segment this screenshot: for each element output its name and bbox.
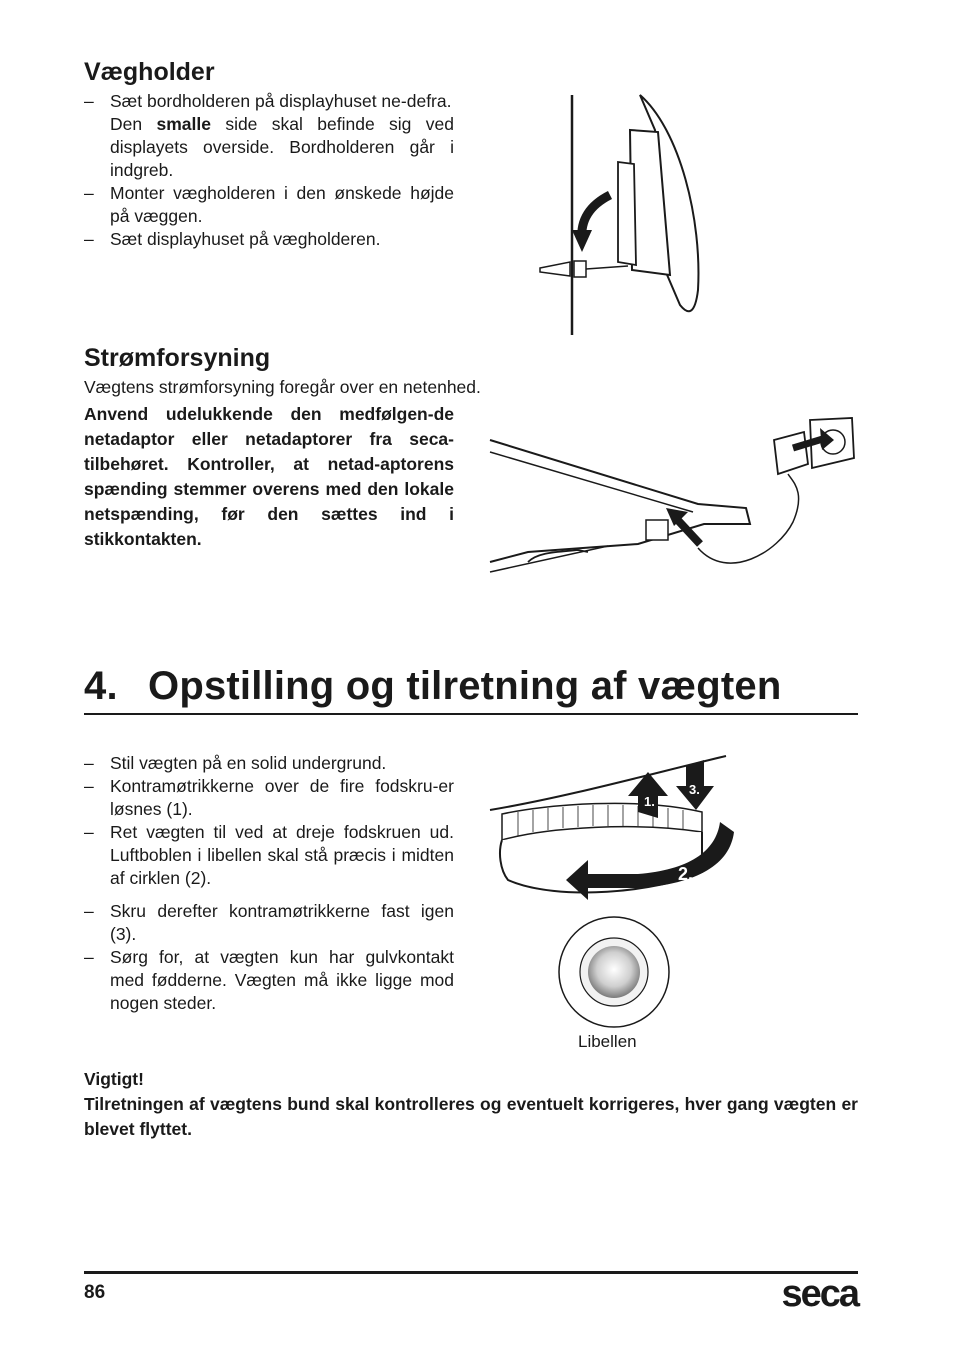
list-item [84,752,454,775]
emphasis-text: smalle [156,114,211,134]
foot-screw-illustration [488,752,748,912]
figure-caption-libellen: Libellen [578,1032,637,1051]
list-item [84,182,454,228]
power-adapter-illustration [488,412,868,582]
list-item-text: Stil vægten på en solid undergrund. [110,753,387,773]
page-number: 86 [84,1282,106,1303]
step-label-1: 1. [644,794,655,809]
list-item [84,946,454,1015]
section-heading-power-supply: Strømforsyning [84,344,271,372]
list-item-text: Ret vægten til ved at dreje fodskruen ud. Luftboblen i libellen skal stå præcis i midten af cirklen (2). [110,822,454,888]
spirit-level-icon [556,914,672,1030]
list-item [84,90,454,182]
important-label: Vigtigt! [84,1069,144,1089]
list-item [84,228,454,251]
list-item-text: Den [110,114,157,134]
leveling-steps-list [84,752,454,1015]
chapter-title [84,660,781,712]
wall-holder-list [84,90,454,251]
list-item-text: side skal befinde sig ved displayets overside. Bordholderen går i indgreb. [110,114,454,180]
important-text: Tilretningen af vægtens bund skal kontrolleres og eventuelt korrigeres, hver gang vægten er blevet flyttet. [84,1094,858,1139]
chapter-divider [84,713,858,715]
list-item [84,821,454,890]
step-label-3: 3. [689,782,700,797]
list-item-text: Monter vægholderen i den ønskede højde på væggen. [110,183,454,226]
list-item-text: Sæt displayhuset på vægholderen. [110,229,381,249]
list-item-text: Sørg for, at vægten kun har gulvkontakt med fødderne. Vægten må ikke ligge mod nogen steder. [110,947,454,1013]
footer-divider [84,1271,858,1274]
list-item-text: Kontramøtrikkerne over de fire fodskru-er løsnes (1). [110,776,454,819]
wall-mount-illustration [530,90,730,340]
list-item [84,775,454,821]
list-item-text: Skru derefter kontramøtrikkerne fast igen (3). [110,901,454,944]
step-label-2: 2. [678,864,694,884]
chapter-title-text: Opstilling og tilretning af vægten [148,664,782,708]
seca-logo: seca [781,1273,858,1315]
power-supply-intro: Vægtens strømforsyning foregår over en netenhed. [84,377,481,397]
chapter-number: 4. [84,664,118,708]
section-heading-wall-holder: Vægholder [84,58,215,86]
power-supply-warning: Anvend udelukkende den medfølgen-de netadaptor eller netadaptorer fra seca-tilbehøret. Kontroller, at netad-aptorens spænding stemmer overens med den lokale netspænding, før den sættes ind i stikkontakten. [84,404,454,549]
list-item [84,900,454,946]
list-item-text: Sæt bordholderen på displayhuset ne-defra. [110,91,452,111]
